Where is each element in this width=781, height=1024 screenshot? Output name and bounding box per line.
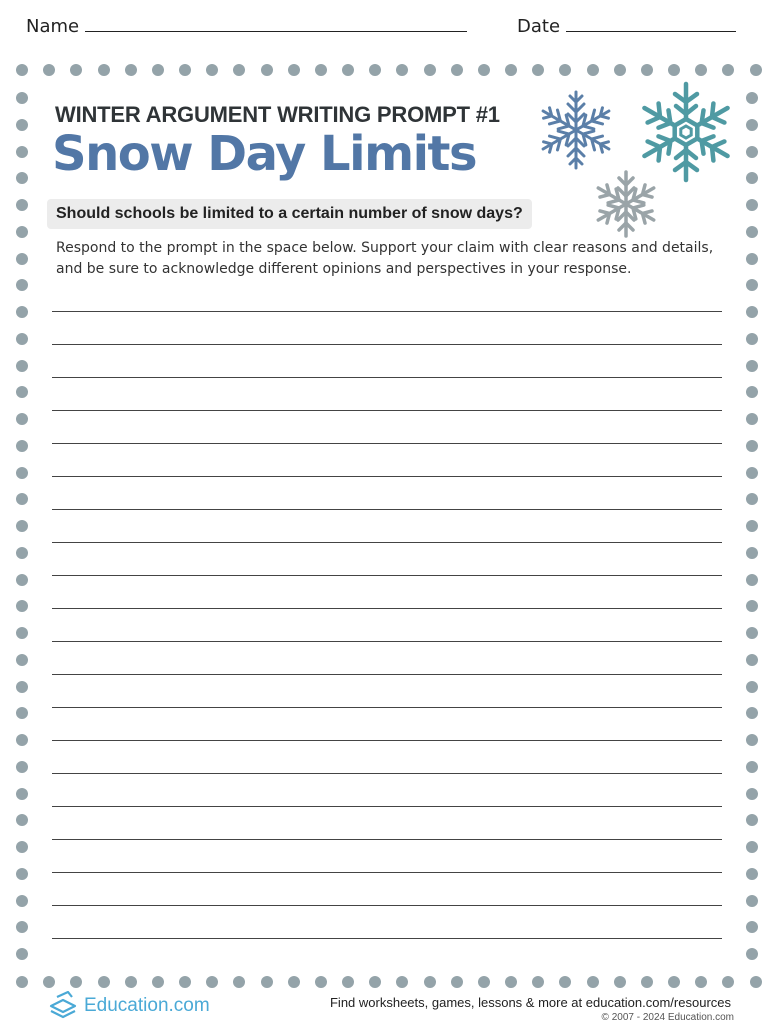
border-dot — [233, 64, 245, 76]
border-dot — [125, 64, 137, 76]
border-dot — [16, 386, 28, 398]
border-dot — [179, 976, 191, 988]
snowflake-gray-icon — [590, 168, 662, 240]
border-dot — [16, 146, 28, 158]
border-dot — [559, 64, 571, 76]
border-dot — [342, 64, 354, 76]
writing-line[interactable] — [52, 476, 722, 477]
writing-line[interactable] — [52, 740, 722, 741]
border-dot — [16, 467, 28, 479]
writing-line[interactable] — [52, 674, 722, 675]
border-dot — [722, 976, 734, 988]
border-dot — [614, 976, 626, 988]
writing-line[interactable] — [52, 575, 722, 576]
border-dot — [695, 976, 707, 988]
border-dot — [532, 64, 544, 76]
border-dot — [451, 64, 463, 76]
border-dot — [746, 119, 758, 131]
border-dot — [746, 734, 758, 746]
border-dot — [16, 734, 28, 746]
writing-line[interactable] — [52, 707, 722, 708]
border-dot — [505, 64, 517, 76]
border-dot — [179, 64, 191, 76]
border-dot — [746, 841, 758, 853]
border-dot — [746, 681, 758, 693]
border-dot — [16, 600, 28, 612]
date-field[interactable] — [517, 16, 736, 37]
border-dot — [16, 976, 28, 988]
dotted-border-left — [16, 92, 28, 960]
border-dot — [746, 921, 758, 933]
border-dot — [587, 64, 599, 76]
name-label: Name — [26, 16, 80, 37]
prompt-question: Should schools be limited to a certain number of snow days? — [47, 199, 532, 229]
border-dot — [16, 627, 28, 639]
border-dot — [505, 976, 517, 988]
border-dot — [746, 707, 758, 719]
border-dot — [746, 306, 758, 318]
border-dot — [746, 360, 758, 372]
border-dot — [16, 493, 28, 505]
border-dot — [16, 761, 28, 773]
border-dot — [152, 64, 164, 76]
dotted-border-top — [16, 64, 762, 76]
border-dot — [424, 64, 436, 76]
border-dot — [98, 64, 110, 76]
border-dot — [559, 976, 571, 988]
border-dot — [206, 64, 218, 76]
border-dot — [288, 976, 300, 988]
border-dot — [70, 976, 82, 988]
border-dot — [369, 64, 381, 76]
writing-line[interactable] — [52, 542, 722, 543]
border-dot — [43, 976, 55, 988]
border-dot — [722, 64, 734, 76]
border-dot — [16, 226, 28, 238]
border-dot — [43, 64, 55, 76]
border-dot — [641, 976, 653, 988]
prompt-kicker: WINTER ARGUMENT WRITING PROMPT #1 — [55, 102, 500, 127]
border-dot — [16, 64, 28, 76]
border-dot — [746, 226, 758, 238]
border-dot — [152, 976, 164, 988]
border-dot — [16, 707, 28, 719]
border-dot — [16, 547, 28, 559]
border-dot — [746, 199, 758, 211]
border-dot — [750, 64, 762, 76]
border-dot — [746, 146, 758, 158]
border-dot — [746, 493, 758, 505]
footer-logo[interactable] — [48, 990, 210, 1022]
border-dot — [746, 413, 758, 425]
border-dot — [532, 976, 544, 988]
snowflake-blue-icon — [534, 88, 618, 172]
border-dot — [16, 948, 28, 960]
border-dot — [668, 976, 680, 988]
border-dot — [315, 64, 327, 76]
border-dot — [16, 440, 28, 452]
border-dot — [288, 64, 300, 76]
border-dot — [746, 654, 758, 666]
border-dot — [16, 520, 28, 532]
writing-line[interactable] — [52, 311, 722, 312]
border-dot — [16, 333, 28, 345]
border-dot — [261, 64, 273, 76]
border-dot — [16, 92, 28, 104]
writing-line[interactable] — [52, 806, 722, 807]
border-dot — [746, 440, 758, 452]
border-dot — [16, 868, 28, 880]
footer-resources-link[interactable]: Find worksheets, games, lessons & more at education.com/resources — [329, 995, 731, 1010]
border-dot — [16, 788, 28, 800]
border-dot — [587, 976, 599, 988]
border-dot — [746, 253, 758, 265]
border-dot — [315, 976, 327, 988]
border-dot — [746, 386, 758, 398]
border-dot — [98, 976, 110, 988]
border-dot — [668, 64, 680, 76]
border-dot — [342, 976, 354, 988]
border-dot — [746, 172, 758, 184]
border-dot — [746, 92, 758, 104]
border-dot — [125, 976, 137, 988]
border-dot — [695, 64, 707, 76]
border-dot — [424, 976, 436, 988]
writing-line[interactable] — [52, 839, 722, 840]
border-dot — [746, 761, 758, 773]
prompt-instructions: Respond to the prompt in the space below. Support your claim with clear reasons and details, and be sure to acknowledge different opinions and perspectives in your response. — [56, 240, 714, 277]
writing-line[interactable] — [52, 872, 722, 873]
border-dot — [746, 279, 758, 291]
writing-line[interactable] — [52, 344, 722, 345]
border-dot — [396, 976, 408, 988]
border-dot — [746, 788, 758, 800]
border-dot — [396, 64, 408, 76]
writing-line[interactable] — [52, 608, 722, 609]
dotted-border-bottom — [16, 976, 762, 988]
date-label: Date — [517, 16, 561, 37]
border-dot — [206, 976, 218, 988]
footer-copyright: © 2007 - 2024 Education.com — [601, 1012, 734, 1023]
border-dot — [746, 547, 758, 559]
border-dot — [746, 814, 758, 826]
border-dot — [746, 333, 758, 345]
border-dot — [16, 681, 28, 693]
border-dot — [641, 64, 653, 76]
writing-line[interactable] — [52, 641, 722, 642]
footer-brand: Education.com — [84, 995, 210, 1016]
dotted-border-right — [746, 92, 758, 960]
page-title: Snow Day Limits — [52, 126, 477, 182]
border-dot — [746, 868, 758, 880]
border-dot — [16, 921, 28, 933]
border-dot — [369, 976, 381, 988]
border-dot — [16, 199, 28, 211]
border-dot — [614, 64, 626, 76]
border-dot — [746, 520, 758, 532]
border-dot — [16, 841, 28, 853]
writing-line[interactable] — [52, 410, 722, 411]
border-dot — [261, 976, 273, 988]
border-dot — [16, 279, 28, 291]
writing-line[interactable] — [52, 905, 722, 906]
writing-line[interactable] — [52, 938, 722, 939]
border-dot — [16, 306, 28, 318]
writing-line[interactable] — [52, 509, 722, 510]
border-dot — [70, 64, 82, 76]
border-dot — [16, 413, 28, 425]
date-line[interactable] — [566, 17, 736, 32]
writing-line[interactable] — [52, 377, 722, 378]
border-dot — [233, 976, 245, 988]
border-dot — [746, 895, 758, 907]
border-dot — [746, 627, 758, 639]
border-dot — [746, 948, 758, 960]
writing-line[interactable] — [52, 443, 722, 444]
name-field[interactable] — [26, 16, 467, 37]
border-dot — [16, 654, 28, 666]
border-dot — [16, 172, 28, 184]
name-line[interactable] — [85, 17, 467, 32]
education-logo-icon — [48, 991, 78, 1021]
border-dot — [16, 895, 28, 907]
border-dot — [478, 976, 490, 988]
border-dot — [478, 64, 490, 76]
border-dot — [16, 119, 28, 131]
border-dot — [16, 574, 28, 586]
border-dot — [746, 467, 758, 479]
border-dot — [746, 574, 758, 586]
border-dot — [451, 976, 463, 988]
border-dot — [16, 814, 28, 826]
border-dot — [16, 253, 28, 265]
writing-line[interactable] — [52, 773, 722, 774]
border-dot — [746, 600, 758, 612]
border-dot — [16, 360, 28, 372]
border-dot — [750, 976, 762, 988]
